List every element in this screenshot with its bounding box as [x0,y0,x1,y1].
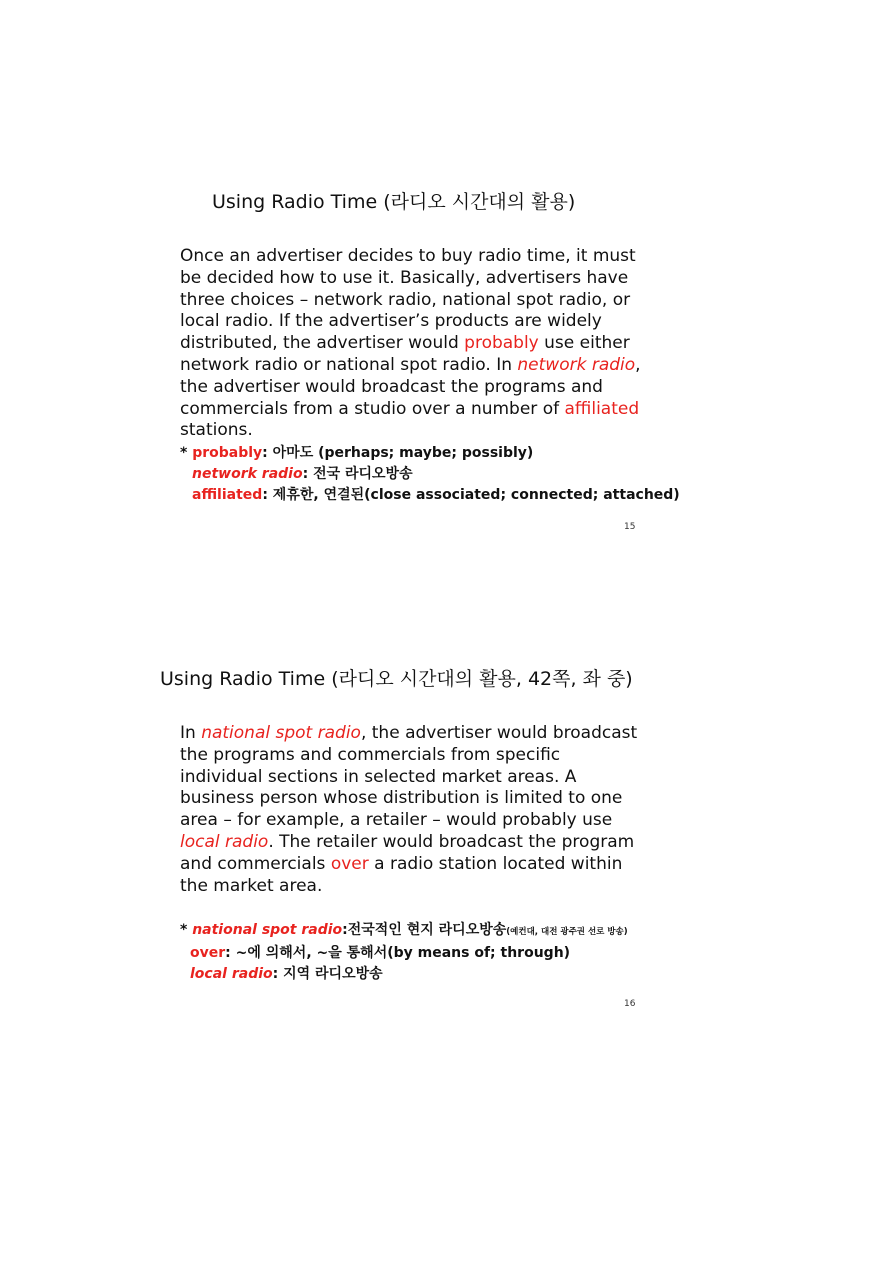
slide-body [180,246,650,442]
body-line: distributed, the advertiser would probably use either [180,333,630,354]
vocabulary-notes [180,920,628,985]
highlight-term: national spot radio [201,723,361,743]
note-item: * probably: 아마도 (perhaps; maybe; possibly) [180,445,534,461]
body-line: business person whose distribution is limited to one [180,788,623,809]
highlight-term: network radio [517,354,636,375]
body-line: In national spot radio, the advertiser would broadcast [180,723,638,743]
highlight-term: local radio [180,831,269,852]
body-line: three choices – network radio, national spot radio, or [180,289,631,310]
body-line: local radio. The retailer would broadcast the program [180,831,635,852]
body-line: area – for example, a retailer – would probably use [180,810,613,831]
page-number: 16 [624,999,636,1009]
body-line: and commercials over a radio station located within [180,853,623,874]
body-line: commercials from a studio over a number of affiliated [180,398,640,419]
body-line: the programs and commercials from specific [180,744,561,765]
slide-title: Using Radio Time (라디오 시간대의 활용) [212,191,576,213]
body-line: local radio. If the advertiser’s products are widely [180,311,602,332]
vocabulary-notes [180,443,680,506]
body-line: be decided how to use it. Basically, advertisers have [180,267,629,288]
note-item: network radio: 전국 라디오방송 [192,466,413,482]
slide-title: Using Radio Time (라디오 시간대의 활용, 42쪽, 좌 중) [160,668,633,690]
body-line: the market area. [180,875,323,896]
body-line: stations. [180,420,253,441]
note-item: * national spot radio:전국적인 현지 라디오방송(예컨대, 대전 광주권 선로 방송) [180,922,628,938]
note-item: local radio: 지역 라디오방송 [190,966,383,982]
body-line: Once an advertiser decides to buy radio time, it must [180,246,636,266]
body-line: individual sections in selected market areas. A [180,766,577,787]
note-item: over: ~에 의해서, ~을 통해서(by means of; through) [190,945,571,961]
body-line: the advertiser would broadcast the programs and [180,376,603,397]
page-number: 15 [624,522,636,532]
highlight-term: over [330,853,369,874]
highlight-term: probably [464,333,539,354]
highlight-term: affiliated [564,398,640,419]
body-line: network radio or national spot radio. In network radio, [180,354,641,375]
note-item: affiliated: 제휴한, 연결된(close associated; connected; attached) [192,487,680,503]
slide-body [180,723,650,897]
